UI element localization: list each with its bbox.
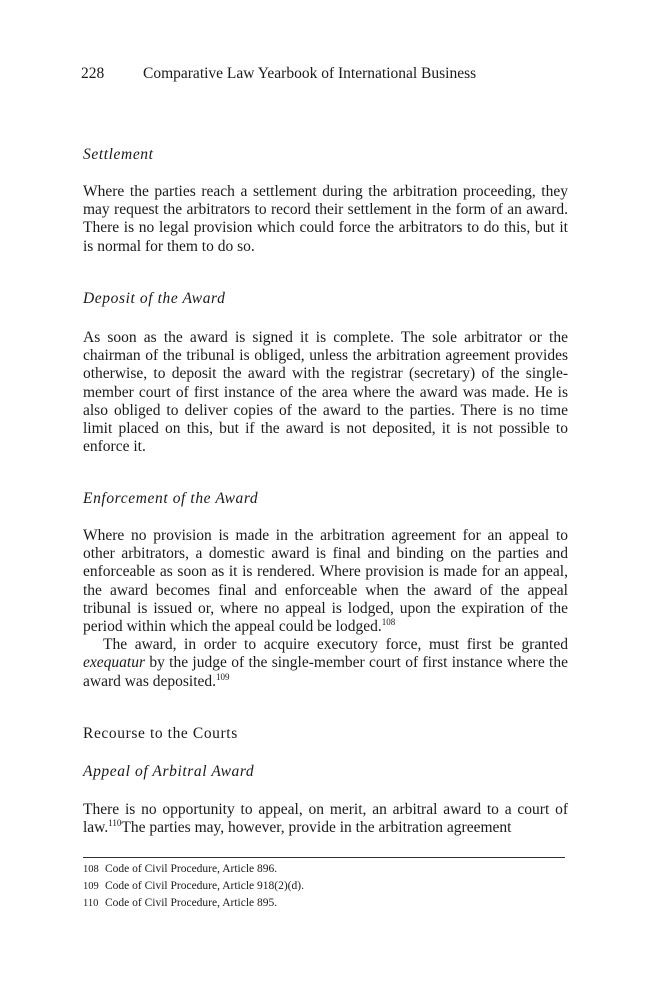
paragraph-appeal bbox=[83, 801, 568, 837]
section-settlement bbox=[83, 146, 568, 164]
section-heading-settlement: Settlement bbox=[83, 146, 154, 163]
paragraph-enforcement-1 bbox=[83, 527, 568, 636]
footnote-text: Code of Civil Procedure, Article 918(2)(d). bbox=[105, 880, 304, 892]
section-heading-appeal: Appeal of Arbitral Award bbox=[83, 763, 255, 780]
paragraph-text: There is no opportunity to appeal, on merit, an arbitral award to a court of law. bbox=[83, 801, 568, 837]
paragraph-settlement: Where the parties reach a settlement during the arbitration proceeding, they may request the arbitrators to record their settlement in the form of an award. There is no legal provision which could force the arbitrators to do this, but it is normal for them to do so. bbox=[83, 183, 568, 255]
section-appeal bbox=[83, 763, 568, 781]
footnote-number: 108 bbox=[83, 864, 99, 875]
footnote-110 bbox=[83, 895, 568, 912]
footnote-ref-108[interactable]: 108 bbox=[381, 617, 396, 628]
section-enforcement-body bbox=[83, 527, 568, 691]
paragraph-deposit: As soon as the award is signed it is complete. The sole arbitrator or the chairman of the tribunal is obliged, unless the arbitration agreement provides otherwise, to deposit the award with the registrar (secretary) of the single-member court of first instance of the area where the award was made. He is also obliged to deliver copies of the award to the parties. There is no time limit placed on this, but if the award is not deposited, it is not possible to enforce it. bbox=[83, 329, 568, 456]
section-deposit-body bbox=[83, 329, 568, 456]
section-appeal-body bbox=[83, 801, 568, 837]
paragraph-text: Where no provision is made in the arbitration agreement for an appeal to other arbitrators, a domestic award is final and binding on the parties and enforceable as soon as it is rendered. Where provision is made for an appeal, the award becomes final and enforceable when the award of the appeal tribunal is issued or, where no appeal is lodged, upon the expiration of the period within which the appeal could be lodged. bbox=[83, 527, 568, 636]
section-enforcement bbox=[83, 490, 568, 508]
section-settlement-body bbox=[83, 183, 568, 256]
paragraph-text: by the judge of the single-member court of first instance where the award was deposited. bbox=[83, 654, 568, 690]
footnote-number: 109 bbox=[83, 881, 99, 892]
section-heading-enforcement: Enforcement of the Award bbox=[83, 490, 259, 507]
running-head bbox=[81, 65, 476, 83]
footnote-text: Code of Civil Procedure, Article 895. bbox=[105, 897, 278, 909]
page-number: 228 bbox=[81, 65, 105, 82]
footnote-ref-109[interactable]: 109 bbox=[216, 671, 230, 682]
section-deposit bbox=[83, 290, 568, 308]
footnote-number: 110 bbox=[83, 898, 99, 909]
paragraph-text: The parties may, however, provide in the arbitration agreement bbox=[121, 819, 512, 837]
footnotes bbox=[83, 861, 568, 912]
footnote-text: Code of Civil Procedure, Article 896. bbox=[105, 863, 278, 875]
footnote-109 bbox=[83, 878, 568, 895]
paragraph-enforcement-2 bbox=[83, 636, 568, 691]
footnote-ref-110[interactable]: 110 bbox=[108, 818, 122, 829]
book-title: Comparative Law Yearbook of International Business bbox=[143, 65, 477, 82]
paragraph-text: The award, in order to acquire executory force, must first be granted bbox=[103, 636, 568, 654]
section-recourse bbox=[83, 725, 568, 743]
section-heading-recourse: Recourse to the Courts bbox=[83, 725, 238, 742]
emphasis-exequatur: exequatur bbox=[83, 654, 145, 672]
footnote-separator bbox=[83, 857, 565, 858]
section-heading-deposit: Deposit of the Award bbox=[83, 290, 226, 307]
footnote-108 bbox=[83, 861, 568, 878]
